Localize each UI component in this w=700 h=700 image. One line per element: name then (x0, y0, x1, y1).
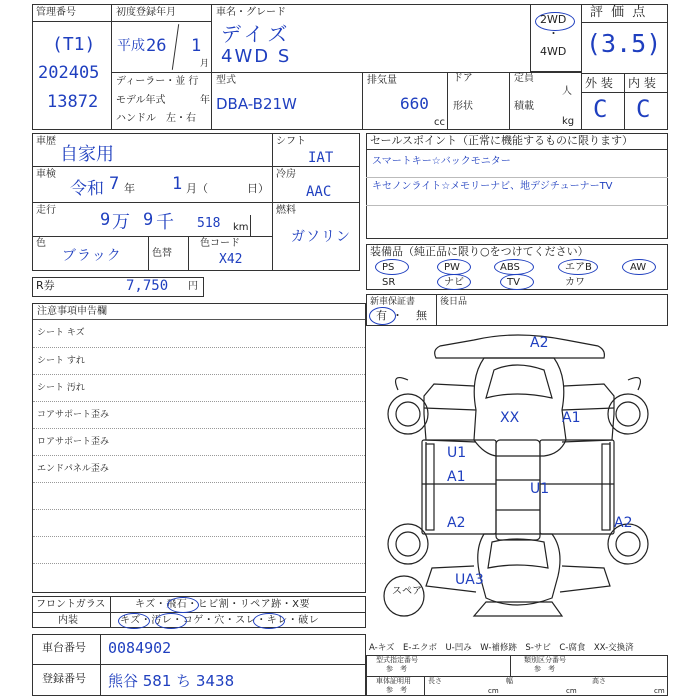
warranty-label: 新車保証書 (370, 297, 416, 307)
ac-value: AAC (306, 184, 332, 200)
era-label: 平成 (117, 38, 145, 54)
mileage-sen: 9 (143, 210, 154, 230)
recycle-value: 7,750 (126, 278, 169, 294)
fuel-label: 燃料 (276, 205, 296, 216)
class-sub: 参 考 (534, 665, 555, 673)
car-name: デイズ (221, 22, 292, 46)
warranty-yes: 有 (376, 309, 387, 322)
first-reg-label: 初度登録年月 (116, 7, 176, 18)
mark-a2-right: A2 (614, 515, 633, 531)
drive-dot: ・ (548, 27, 559, 40)
handle-label: ハンドル 左・右 (116, 113, 196, 124)
note-line-1: シート キズ (37, 328, 85, 338)
ac-label: 冷房 (276, 169, 296, 180)
drive-2wd: 2WD (540, 13, 567, 26)
proof-sub: 参 考 (386, 686, 407, 694)
shift-label: シフト (276, 136, 306, 147)
interior-label-2: 内装 (58, 615, 78, 626)
mgmt-num1: 202405 (38, 63, 100, 83)
width-label: 幅 (506, 677, 513, 685)
color-change-label: 色替 (152, 248, 172, 259)
sen-unit: 千 (156, 212, 174, 233)
capacity-unit: 人 (562, 86, 572, 97)
warranty-no: 無 (416, 309, 427, 322)
color-value: ブラック (62, 248, 122, 264)
insp-year-unit: 年 (124, 182, 135, 195)
insp-era: 令和 (70, 179, 104, 199)
sales-label: セールスポイント（正常に機能するものに限ります） (370, 134, 634, 147)
glass-label: フロントガラス (36, 599, 106, 610)
chassis-label: 車台番号 (42, 641, 86, 654)
interior-grade: C (636, 95, 651, 123)
load-label: 積載 (514, 101, 534, 112)
equip-ps: PS (382, 262, 395, 273)
door-label: ドア (453, 73, 473, 84)
recycle-block (32, 277, 204, 297)
equip-sr: SR (382, 277, 396, 288)
warranty-yes-circle (369, 307, 396, 325)
mileage-rest: 518 (197, 216, 221, 231)
type-label: 型式 (216, 75, 236, 86)
equip-aw: AW (630, 262, 647, 273)
equip-pw: PW (444, 262, 460, 273)
mark-ua3: UA3 (455, 572, 484, 588)
mark-a1-left: A1 (447, 469, 466, 485)
insp-month-unit: 月（ (186, 182, 208, 195)
exterior-label: 外 装 (585, 76, 613, 90)
height-label: 高さ (592, 677, 606, 685)
navi-circle (437, 274, 471, 290)
note-line-6: エンドパネル歪み (37, 464, 109, 474)
ps-circle (375, 259, 409, 275)
note-line-5: ロアサポート歪み (37, 437, 110, 447)
color-label: 色 (36, 238, 46, 249)
car-grade: 4WD S (221, 46, 292, 67)
spare-label: スペア (392, 586, 422, 597)
drive-4wd: 4WD (540, 45, 567, 58)
abs-circle (494, 259, 534, 275)
model-year-label: モデル年式 (116, 95, 166, 106)
mgmt-num2: 13872 (47, 92, 99, 112)
mark-u1-left: U1 (447, 445, 467, 461)
width-cm: cm (566, 687, 577, 695)
history-value: 自家用 (60, 144, 114, 165)
rating-label: 評 価 点 (590, 5, 648, 20)
insp-year: 7 (109, 174, 120, 194)
equip-tv: TV (507, 277, 520, 288)
warranty-dot: ・ (392, 309, 403, 322)
interior-items: キズ・汚レ・コゲ・穴・スレ・キレ・破レ (120, 615, 320, 626)
mileage-man: 9 (100, 210, 111, 230)
cert-sub: 参 考 (386, 665, 407, 673)
mileage-label: 走行 (36, 205, 56, 216)
rating-score: (3.5) (586, 29, 662, 58)
exterior-grade: C (593, 95, 608, 123)
interior-stain-circle (155, 613, 187, 629)
aw-circle (622, 259, 656, 275)
note-line-3: シート 汚れ (37, 383, 85, 393)
glass-items: キズ・飛石・ヒビ割・リペア跡・X要 (135, 599, 310, 610)
capacity-label: 定員 (514, 73, 534, 84)
reg-label: 登録番号 (42, 672, 86, 685)
notes-block (32, 303, 366, 593)
sales-line-1: スマートキー☆バックモニター (372, 156, 511, 167)
recycle-label: R券 (36, 279, 55, 292)
equip-leather: カワ (565, 277, 585, 288)
month-unit: 月 (200, 59, 210, 69)
stone-chip-circle (167, 597, 199, 613)
name-grade-label: 車名・グレード (216, 7, 286, 18)
type-value: DBA-B21W (216, 95, 297, 113)
interior-label: 内 装 (628, 76, 656, 90)
inspection-label: 車検 (36, 169, 56, 180)
mark-a2-front: A2 (530, 335, 549, 351)
interior-scratch-circle (118, 613, 150, 629)
mark-xx: XX (500, 410, 520, 426)
class-label: 類別区分番号 (524, 656, 566, 664)
reg-year: 26 (146, 36, 167, 56)
delivery-label: 後日品 (440, 297, 468, 307)
color-code-label: 色コード (200, 238, 240, 249)
proof-label: 車体証明用 (376, 677, 411, 685)
mgmt-code: (T1) (52, 34, 96, 55)
equip-airbag: エアB (565, 262, 592, 273)
mgmt-label: 管理番号 (36, 7, 76, 18)
displacement-label: 排気量 (367, 75, 397, 86)
insp-month: 1 (172, 174, 183, 194)
mark-a2-left: A2 (447, 515, 466, 531)
note-line-2: シート すれ (37, 356, 85, 366)
chassis-value: 0084902 (108, 639, 172, 657)
insp-day-unit: 日） (247, 182, 269, 195)
equipment-label: 装備品（純正品に限り○をつけてください） (370, 245, 589, 258)
sales-line-2: キセノンライト☆メモリーナビ、地デジチューナーTV (372, 181, 613, 192)
mark-a1-right: A1 (562, 410, 581, 426)
airbag-circle (558, 259, 598, 275)
color-code: X42 (219, 252, 243, 267)
recycle-unit: 円 (188, 281, 198, 292)
length-label: 長さ (428, 677, 442, 685)
notes-label: 注意事項申告欄 (37, 306, 107, 317)
equip-abs: ABS (500, 262, 520, 273)
fuel-value: ガソリン (291, 229, 351, 245)
equip-navi: ナビ (444, 277, 464, 288)
reg-value: 熊谷 581 ち 3438 (108, 672, 235, 690)
km-unit: km (233, 222, 249, 233)
reg-month: 1 (191, 36, 202, 56)
tv-circle (500, 274, 534, 290)
history-label: 車歴 (36, 136, 56, 147)
displacement-unit: cc (434, 117, 445, 128)
shape-label: 形状 (453, 101, 473, 112)
interior-rub-circle (253, 613, 285, 629)
load-unit: kg (562, 116, 575, 127)
displacement-value: 660 (400, 94, 429, 113)
pw-circle (437, 259, 471, 275)
height-cm: cm (654, 687, 665, 695)
length-cm: cm (488, 687, 499, 695)
man-unit: 万 (112, 212, 130, 233)
dealer-label: ディーラー・並 行 (116, 76, 199, 87)
mark-u1-roof: U1 (530, 481, 550, 497)
damage-legend: A-キズ E-エクボ U-凹み W-補修跡 S-サビ C-腐食 XX-交換済 (369, 643, 634, 653)
cert-label: 型式指定番号 (376, 656, 418, 664)
note-line-4: コアサポート歪み (37, 410, 110, 420)
shift-value: IAT (308, 150, 334, 166)
model-year-unit: 年 (200, 95, 210, 106)
